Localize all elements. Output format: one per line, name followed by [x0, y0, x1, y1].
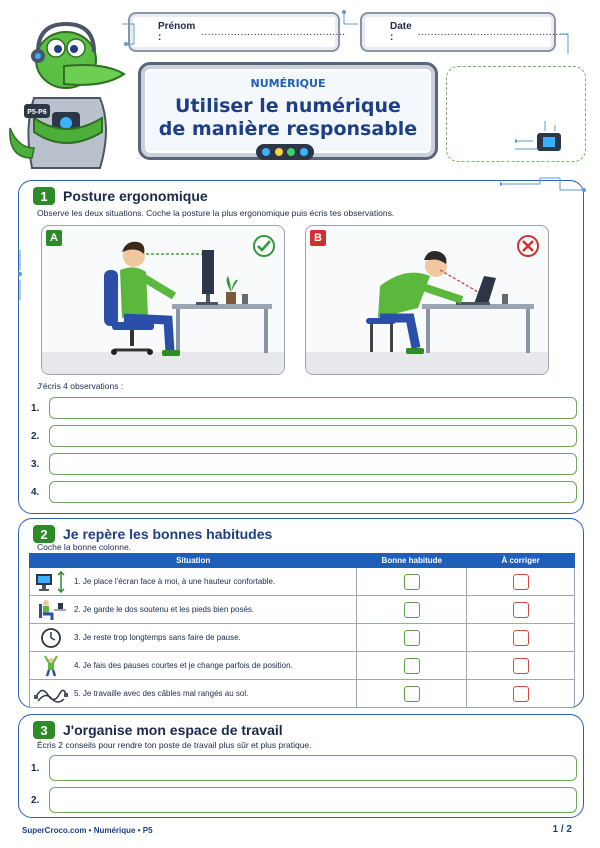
to-correct-checkbox[interactable] — [513, 602, 529, 618]
section-number: 1 — [33, 187, 55, 205]
table-header-row — [30, 554, 575, 568]
title-line-2: de manière responsable — [158, 118, 418, 140]
table-row — [30, 596, 575, 624]
scene-b-bad-posture[interactable] — [305, 225, 549, 375]
column-header-situation: Situation — [30, 554, 357, 568]
to-correct-checkbox[interactable] — [513, 686, 529, 702]
good-habit-cell — [357, 680, 467, 708]
situation-cell — [30, 624, 357, 652]
situation-cell — [30, 680, 357, 708]
observation-input[interactable] — [49, 481, 577, 503]
observation-row — [31, 481, 577, 503]
blue-led-icon — [262, 148, 270, 156]
subject-label: NUMÉRIQUE — [250, 77, 326, 90]
advice-row — [31, 787, 577, 813]
tangled-cables-icon — [34, 682, 68, 706]
advice-row — [31, 755, 577, 781]
advice-input[interactable] — [49, 787, 577, 813]
section-number: 3 — [33, 721, 55, 739]
section-header — [33, 187, 208, 205]
seated-posture-icon — [34, 598, 68, 622]
column-header-good-habit: Bonne habitude — [357, 554, 467, 568]
title-line-1: Utiliser le numérique — [175, 95, 401, 117]
section-title: Posture ergonomique — [63, 188, 208, 204]
observation-row — [31, 397, 577, 419]
habits-table — [29, 553, 575, 708]
section-title: J'organise mon espace de travail — [63, 722, 283, 738]
to-correct-cell — [467, 624, 575, 652]
observation-input[interactable] — [49, 397, 577, 419]
observations-label: J'écris 4 observations : — [37, 381, 124, 391]
advice-number: 1. — [31, 762, 40, 774]
situation-cell — [30, 568, 357, 596]
situation-cell — [30, 596, 357, 624]
table-row — [30, 568, 575, 596]
page-number: 1 / 2 — [552, 824, 572, 835]
to-correct-checkbox[interactable] — [513, 630, 529, 646]
date-dots: .............................................. — [417, 26, 569, 38]
stretching-person-icon — [34, 654, 68, 678]
good-habit-cell — [357, 596, 467, 624]
firstname-dots: ............................................ — [201, 26, 346, 38]
date-label: Date : — [390, 21, 412, 43]
section-posture — [18, 180, 584, 514]
to-correct-cell — [467, 596, 575, 624]
observation-number: 4. — [31, 486, 40, 498]
advice-input[interactable] — [49, 755, 577, 781]
good-habit-checkbox[interactable] — [404, 686, 420, 702]
firstname-label: Prénom : — [158, 21, 196, 43]
clock-icon — [34, 626, 68, 650]
observation-row — [31, 425, 577, 447]
footer-source: SuperCroco.com • Numérique • P5 — [22, 826, 153, 835]
situation-text: 2. Je garde le dos soutenu et les pieds bien posés. — [74, 605, 255, 614]
screen-height-icon — [34, 570, 68, 594]
page-title — [141, 95, 435, 141]
to-correct-cell — [467, 680, 575, 708]
section-header — [33, 721, 283, 739]
to-correct-cell — [467, 568, 575, 596]
to-correct-checkbox[interactable] — [513, 658, 529, 674]
bad-posture-illustration — [306, 226, 549, 375]
scene-b-tag: B — [310, 230, 326, 246]
situation-text: 4. Je fais des pauses courtes et je change parfois de position. — [74, 661, 293, 670]
to-correct-cell — [467, 652, 575, 680]
scene-a-tag: A — [46, 230, 62, 246]
good-habit-cell — [357, 652, 467, 680]
blank-dashed-box — [446, 66, 586, 162]
section-instruction: Observe les deux situations. Coche la posture la plus ergonomique puis écris tes observations. — [37, 208, 395, 218]
table-row — [30, 624, 575, 652]
advice-number: 2. — [31, 794, 40, 806]
column-header-to-correct: À corriger — [467, 554, 575, 568]
good-habit-checkbox[interactable] — [404, 602, 420, 618]
situation-cell — [30, 652, 357, 680]
situation-text: 3. Je reste trop longtemps sans faire de pause. — [74, 633, 241, 642]
situation-text: 5. Je travaille avec des câbles mal rangés au sol. — [74, 689, 249, 698]
observation-number: 1. — [31, 402, 40, 414]
circuit-decoration-top — [112, 4, 572, 64]
section-workspace — [18, 714, 584, 818]
scene-a-good-posture[interactable] — [41, 225, 285, 375]
observation-input[interactable] — [49, 425, 577, 447]
led-indicator — [256, 144, 314, 160]
good-habit-checkbox[interactable] — [404, 658, 420, 674]
chip-icon — [515, 121, 575, 155]
observation-row — [31, 453, 577, 475]
situation-text: 1. Je place l'écran face à moi, à une hauteur confortable. — [74, 577, 276, 586]
section-good-habits — [18, 518, 584, 708]
good-habit-checkbox[interactable] — [404, 574, 420, 590]
table-row — [30, 652, 575, 680]
good-habit-cell — [357, 624, 467, 652]
good-habit-checkbox[interactable] — [404, 630, 420, 646]
blue-led-icon — [300, 148, 308, 156]
grade-badge: P5-P6 — [27, 109, 47, 116]
observation-input[interactable] — [49, 453, 577, 475]
table-row — [30, 680, 575, 708]
observation-number: 2. — [31, 430, 40, 442]
circuit-decoration-right — [500, 176, 590, 226]
to-correct-checkbox[interactable] — [513, 574, 529, 590]
section-instruction: Écris 2 conseils pour rendre ton poste de travail plus sûr et plus pratique. — [37, 740, 312, 750]
section-instruction: Coche la bonne colonne. — [37, 542, 132, 552]
good-habit-cell — [357, 568, 467, 596]
section-title: Je repère les bonnes habitudes — [63, 526, 273, 542]
observation-number: 3. — [31, 458, 40, 470]
circuit-decoration-left — [12, 250, 26, 310]
good-posture-illustration — [42, 226, 285, 375]
green-led-icon — [287, 148, 295, 156]
section-number: 2 — [33, 525, 55, 543]
section-header — [33, 525, 272, 543]
yellow-led-icon — [275, 148, 283, 156]
